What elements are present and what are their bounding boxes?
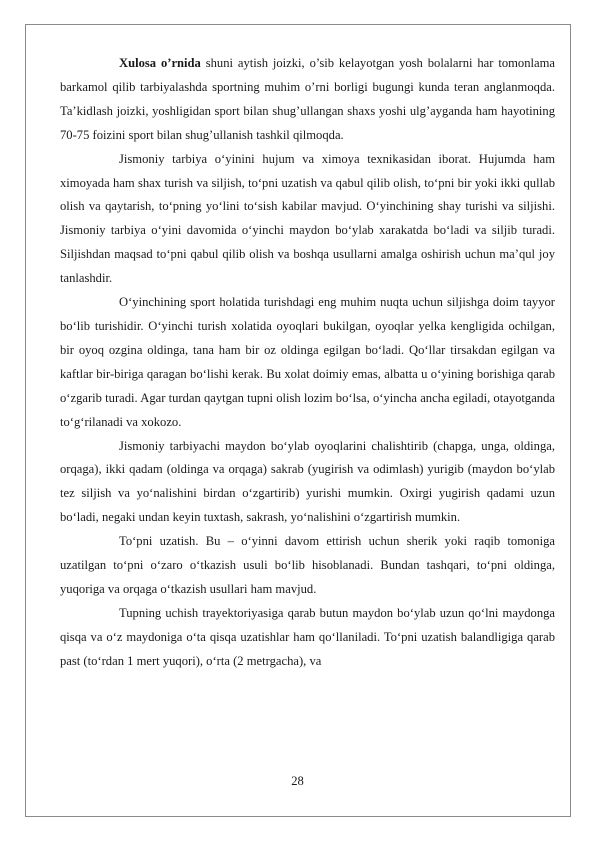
paragraph-text: Jismoniy tarbiyachi maydon bo‘ylab oyoqlarini chalishtirib (chapga, unga, oldinga, orqaga), ikki qadam (oldinga va orqaga) sakrab (yugirish va odimlash) yurigib (maydon bo‘ylab tez siljish va yo‘nalishini birdan o‘zgartirib) yurishi mumkin. Oxirgi yugirish qadami uzun bo‘ladi, negaki undan keyin tuxtash, sakrash, yo‘nalishini o‘zgartirish mumkin.: [60, 438, 555, 525]
paragraph-game-technique: [60, 148, 555, 291]
paragraph-lead-bold: Xulosa o’rnida: [119, 56, 201, 70]
paragraph-text: O‘yinchining sport holatida turishdagi eng muhim nuqta uchun siljishga doim tayyor bo‘lib turishidir. O‘yinchi turish xolatida oyoqlari bukilgan, oyoqlar yelka kengligida ochilgan, bir oyoq ozgina oldinga, tana ham bir oz oldinga egilgan bo‘ladi. Qo‘llar tirsakdan egilgan va kaftlar bir-biriga qaragan bo‘lishi kerak. Bu xolat doimiy emas, albatta u o‘yining borishiga qarab o‘zgarib turadi. Agar turdan qaytgan tupni olish lozim bo‘lsa, o‘yincha ancha egiladi, otayotganda to‘g‘rilanadi va xokozo.: [60, 295, 555, 429]
paragraph-sport-stance: [60, 291, 555, 434]
paragraph-text: shuni aytish joizki, o’sib kelayotgan yosh bolalarni har tomonlama barkamol qilib tarbiyalashda sportning muhim o’rni borligi bugungi kunda teran anglanmoqda. Ta’kidlash joizki, yoshligidan sport bilan shug’ullangan shaxs yoshi ulg’ayganda ham hayotining 70-75 foizini sport bilan shug’ullanish tashkil qilmoqda.: [60, 56, 555, 142]
paragraph-conclusion: [60, 52, 555, 148]
paragraph-text: Tupning uchish trayektoriyasiga qarab butun maydon bo‘ylab uzun qo‘lni maydonga qisqa va o‘z maydoniga o‘ta qisqa uzatishlar ham qo‘llaniladi. To‘pni uzatish balandligiga qarab past (to‘rdan 1 mert yuqori), o‘rta (2 metrgacha), va: [60, 605, 555, 668]
document-body: [60, 52, 555, 674]
paragraph-text: To‘pni uzatish. Bu – o‘yinni davom ettirish uchun sherik yoki raqib tomoniga uzatilgan to‘pni o‘zaro o‘tkazish usuli bo‘lib hisoblanadi. Bundan tashqari, to‘pni oldinga, yuqoriga va orqaga o‘tkazish usullari ham mavjud.: [60, 534, 555, 596]
paragraph-movement: [60, 435, 555, 531]
paragraph-text: Jismoniy tarbiya o‘yinini hujum va ximoya texnikasidan iborat. Hujumda ham ximoyada ham shax turish va siljish, to‘pni uzatish va qabul qilib olish, to‘pni bir yoki ikki qullab olish va qaytarish, to‘pning yo‘lini to‘sish kabilar mavjud. O‘yinchining shay turishi va siljishi. Jismoniy tarbiya o‘yini davomida o‘yinchi maydon bo‘ylab xarakatda bo‘ladi va siljib turadi. Siljishdan maqsad to‘pni qabul qilib olish va boshqa usullarni amalga oshirish uchun ma’qul joy tanlashdir.: [60, 151, 555, 286]
paragraph-trajectory: [60, 602, 555, 674]
page-number: 28: [291, 774, 304, 788]
paragraph-ball-passing: [60, 530, 555, 602]
